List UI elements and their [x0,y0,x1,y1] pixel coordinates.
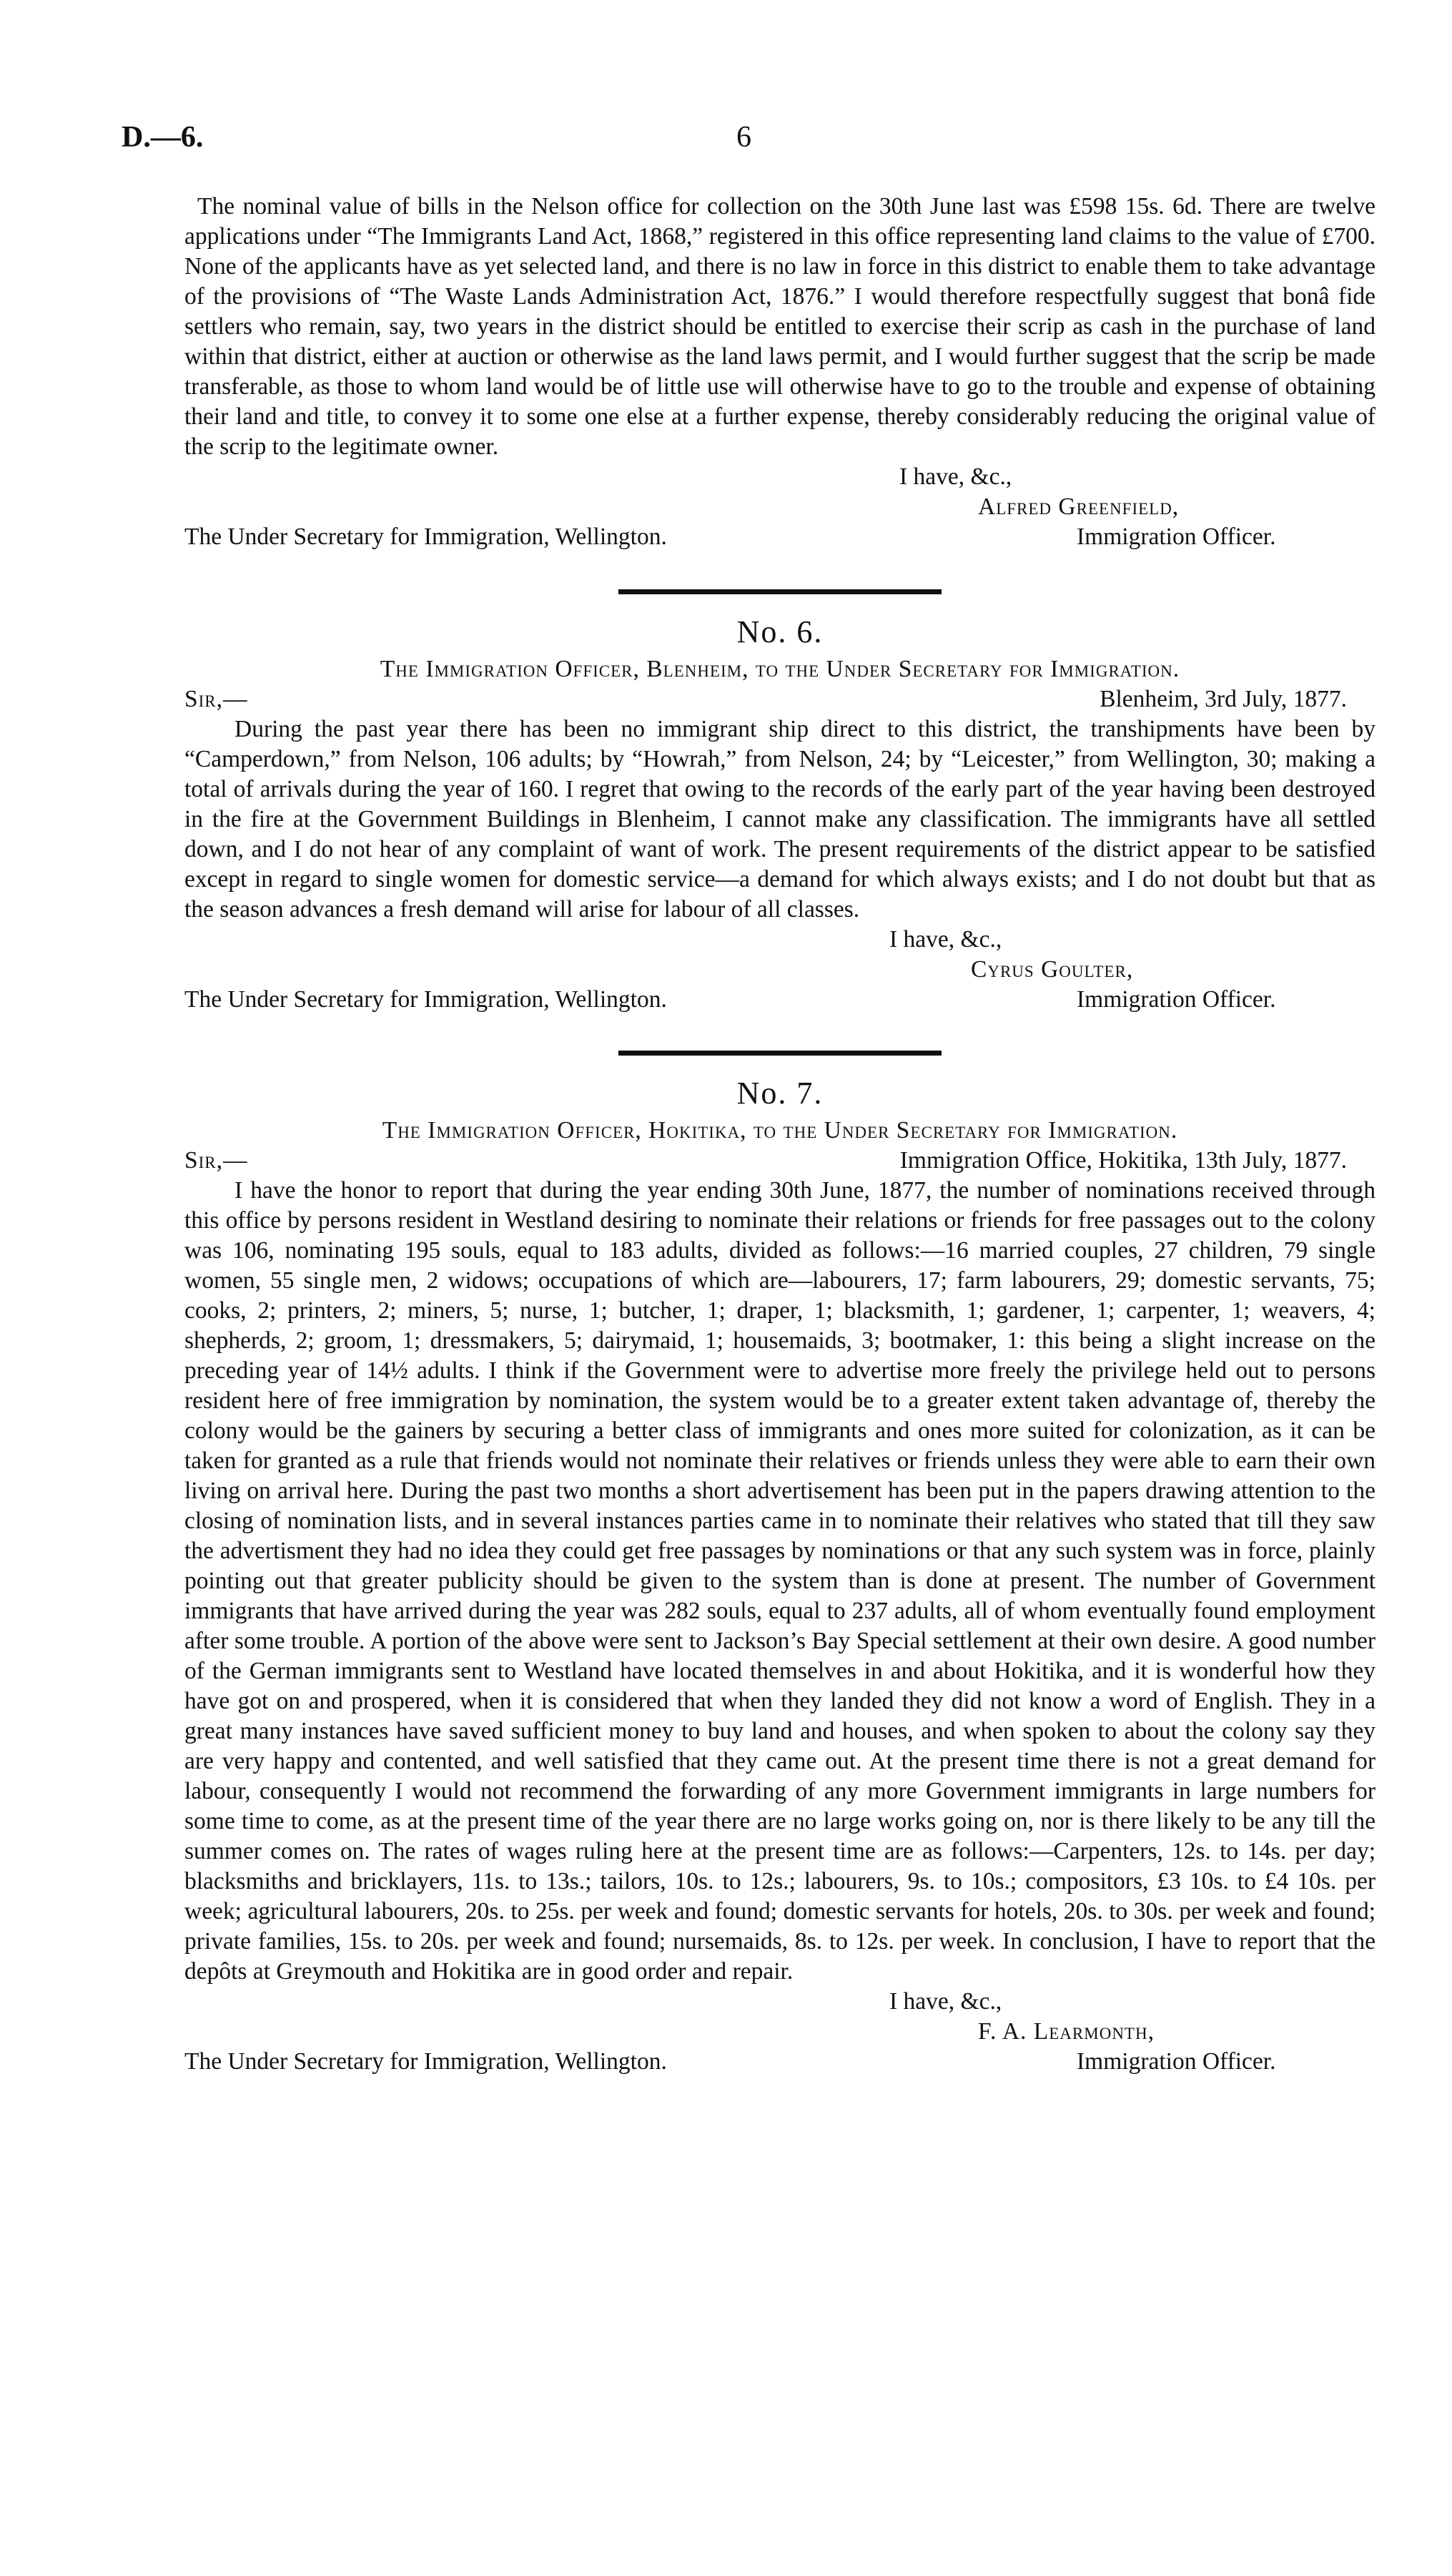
signer-title: Immigration Officer. [1077,986,1276,1013]
dateline: Immigration Office, Hokitika, 13th July, 1877. [899,1147,1347,1174]
addressee-line [184,2047,1376,2077]
addressee: The Under Secretary for Immigration, Wellington. [184,523,667,550]
page-content [184,192,1376,2077]
signature-line [184,955,1376,985]
letter-no-6 [184,614,1376,1015]
signature-line [184,2017,1376,2047]
signature-line [184,492,1376,522]
letter-number: No. 7. [736,1076,824,1111]
addressee-line [184,985,1376,1015]
signer-title: Immigration Officer. [1077,2048,1276,2075]
letter-body: During the past year there has been no immigrant ship direct to this district, the transhipments have been by “Camperdown,” from Nelson, 106 adults; by “Howrah,” from Nelson, 24; by “Leicester,” from Wellington, 30; making a total of arrivals during the year of 160. I regret that owing to the records of the early part of the year having been destroyed in the fire at the Government Buildings in Blenheim, I cannot make any classification. The immigrants have all settled down, and I do not hear of any complaint of want of work. The present requirements of the district appear to be satisfied except in regard to single women for domestic service—a demand for which always exists; and I do not doubt but that as the season advances a fresh demand will arise for labour of all classes. [184,716,1376,923]
addressee-line [184,522,1376,552]
signer-title: Immigration Officer. [1077,523,1276,550]
closing-phrase: I have, &c., [889,926,1002,953]
dateline: Blenheim, 3rd July, 1877. [1100,686,1347,712]
letter-body: The nominal value of bills in the Nelson office for collection on the 30th June last was £598 15s. 6d. There are twelve applications under “The Immigrants Land Act, 1868,” registered in this office representing land claims to the value of £700. None of the applicants have as yet selected land, and there is no law in force in this district to enable them to take advantage of the provisions of “The Waste Lands Administration Act, 1876.” I would therefore respectfully suggest that bonâ fide settlers who remain, say, two years in the district should be entitled to exercise their scrip as cash in the purchase of land within that district, either at auction or otherwise as the land laws permit, and I would further suggest that the scrip be made transferable, as those to whom land would be of little use will otherwise have to go to the trouble and expense of obtaining their land and title, to convey it to some one else at a further expense, thereby considerably reducing the original value of the scrip to the legitimate owner. [184,193,1376,460]
closing-phrase: I have, &c., [889,1988,1002,2015]
letter-continuation [184,192,1376,552]
letter-number: No. 6. [736,614,824,649]
letter-no-7 [184,1076,1376,2077]
signer-name: Alfred Greenfield, [978,493,1180,520]
signer-name: Cyrus Goulter, [971,956,1134,983]
document-reference: D.—6. [122,121,204,154]
letter-heading: The Immigration Officer, Blenheim, to the Under Secretary for Immigration. [380,656,1180,682]
salutation-row [184,684,1376,714]
salutation: Sir,— [184,1147,248,1174]
section-divider [618,589,942,594]
signer-name: F. A. Learmonth, [978,2018,1155,2045]
page-header [122,120,1387,163]
closing-line [184,462,1376,492]
page-number: 6 [736,121,751,154]
letter-body: I have the honor to report that during the year ending 30th June, 1877, the number of nominations received through this office by persons resident in Westland desiring to nominate their relations or friends for free passages out to the colony was 106, nominating 195 souls, equal to 183 adults, divided as follows:—16 married couples, 27 children, 79 single women, 55 single men, 2 widows; occupations of which are—labourers, 17; farm labourers, 29; domestic servants, 75; cooks, 2; printers, 2; miners, 5; nurse, 1; butcher, 1; draper, 1; blacksmith, 1; gardener, 1; carpenter, 1; weavers, 4; shepherds, 2; groom, 1; dressmakers, 5; dairymaid, 1; housemaids, 3; bootmaker, 1: this being a slight increase on the preceding year of 14½ adults. I think if the Government were to advertise more freely the privilege held out to persons resident here of free immigration by nomination, the system would be to a greater extent taken advantage of, thereby the colony would be the gainers by securing a better class of immigrants and ones more suited for colonization, as it can be taken for granted as a rule that friends would not nominate their relatives or friends unless they were able to earn their own living on arrival here. During the past two months a short advertisement has been put in the papers drawing attention to the closing of nomination lists, and in several instances parties came in to nominate their relatives who stated that till they saw the advertisment they had no idea they could get free passages by nominations or that any such system was in force, plainly pointing out that greater publicity should be given to the system than is done at present. The number of Government immigrants that have arrived during the year was 282 souls, equal to 237 adults, all of whom eventually found employment after some trouble. A portion of the above were sent to Jackson’s Bay Special settlement at their own desire. A good number of the German immigrants sent to Westland have located themselves in and about Hokitika, and it is wonderful how they have got on and prospered, when it is considered that when they landed they did not know a word of English. They in a great many instances have saved sufficient money to buy land and houses, and when spoken to about the colony say they are very happy and contented, and well satisfied that they came out. At the present time there is not a great demand for labour, consequently I would not recommend the forwarding of any more Government immigrants in large numbers for some time to come, as at the present time of the year there are no large works going on, nor is there likely to be any till the summer comes on. The rates of wages ruling here at the present time are as follows:—Carpenters, 12s. to 14s. per day; blacksmiths and bricklayers, 11s. to 13s.; tailors, 10s. to 12s.; labourers, 9s. to 10s.; compositors, £3 10s. to £4 10s. per week; agricultural labourers, 20s. to 25s. per week and found; domestic servants for hotels, 20s. to 30s. per week and found; private families, 15s. to 20s. per week and found; nursemaids, 8s. to 12s. per week. In conclusion, I have to report that the depôts at Greymouth and Hokitika are in good order and repair. [184,1177,1376,1985]
letter-heading: The Immigration Officer, Hokitika, to the Under Secretary for Immigration. [382,1117,1178,1144]
addressee: The Under Secretary for Immigration, Wellington. [184,986,667,1013]
salutation-row [184,1146,1376,1176]
section-divider [618,1051,942,1056]
salutation: Sir,— [184,686,248,712]
closing-line [184,925,1376,955]
closing-line [184,1987,1376,2017]
addressee: The Under Secretary for Immigration, Wellington. [184,2048,667,2075]
closing-phrase: I have, &c., [899,463,1012,490]
